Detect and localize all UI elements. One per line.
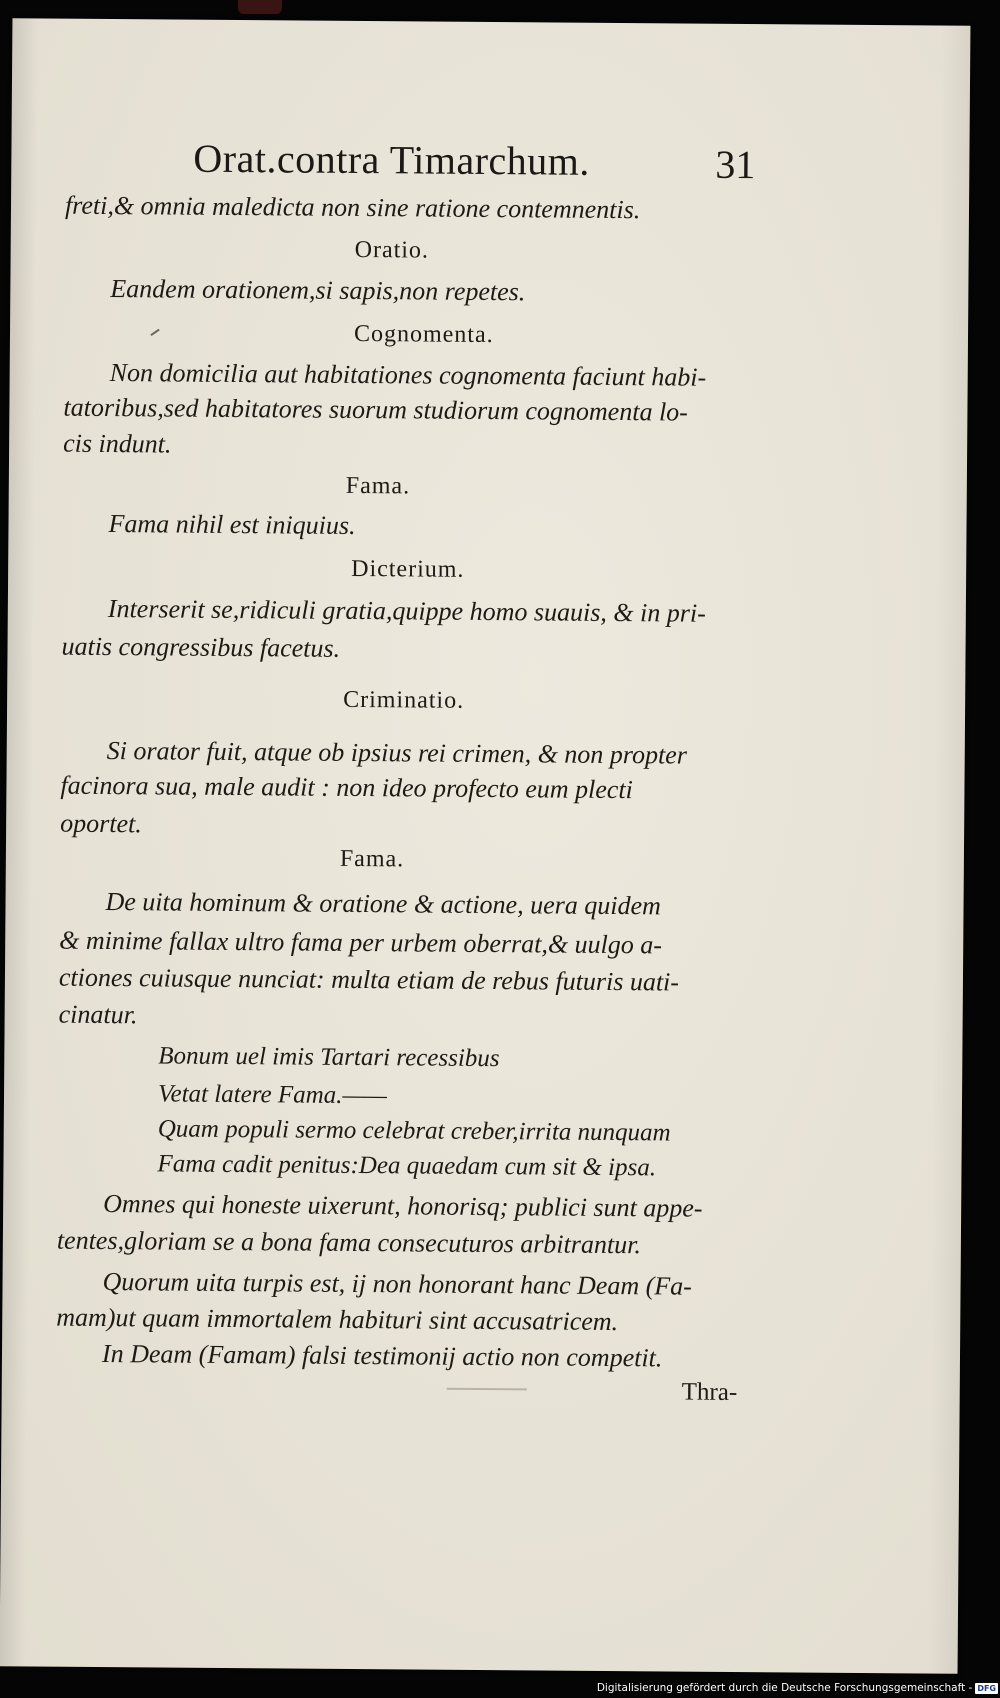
text-line: cinatur.: [58, 999, 138, 1030]
text-line: tatoribus,sed habitatores suorum studiorum cognomenta lo-: [63, 392, 689, 427]
text-line: uatis congressibus facetus.: [61, 631, 341, 663]
text-line: Non domicilia aut habitationes cognomenta faciunt habi-: [109, 358, 707, 392]
verse-line: Bonum uel imis Tartari recessibus: [158, 1042, 500, 1073]
dfg-logo-icon: DFG: [977, 1683, 996, 1693]
verse-line: Vetat latere Fama.——: [157, 1080, 388, 1110]
text-line: & minime fallax ultro fama per urbem oberrat,& uulgo a-: [59, 925, 663, 960]
catchword: Thra-: [681, 1378, 738, 1406]
text-line: Interserit se,ridiculi gratia,quippe homo suauis, & in pri-: [107, 594, 706, 628]
section-heading: Fama.: [345, 472, 411, 500]
verse-line: Fama cadit penitus:Dea quaedam cum sit & ipsa.: [157, 1150, 657, 1182]
digitization-credit: [597, 1682, 998, 1694]
text-line: facinora sua, male audit : non ideo profecto eum plecti: [60, 770, 633, 805]
section-heading: Dicterium.: [351, 555, 465, 583]
running-head: Orat.contra Timarchum.: [193, 135, 591, 184]
text-line: cis indunt.: [63, 428, 172, 459]
smudge-line: [447, 1388, 527, 1391]
text-line: tentes,gloriam se a bona fama consecuturos arbitrantur.: [56, 1225, 642, 1260]
page-edge-mark: [238, 0, 282, 14]
text-line: ctiones cuiusque nunciat: multa etiam de rebus futuris uati-: [58, 962, 680, 997]
text-line: mam)ut quam immortalem habituri sint accusatricem.: [56, 1302, 619, 1337]
section-heading: Cognomenta.: [353, 320, 494, 349]
text-line: Omnes qui honeste uixerunt, honorisq; publici sunt appe-: [103, 1189, 703, 1223]
text-line: In Deam (Famam) falsi testimonij actio non competit.: [101, 1339, 663, 1373]
text-line: Fama nihil est iniquius.: [108, 509, 356, 540]
text-line: Quorum uita turpis est, ij non honorant hanc Deam (Fa-: [102, 1267, 692, 1301]
section-heading: Criminatio.: [343, 686, 465, 714]
text-line: oportet.: [60, 808, 142, 839]
credit-text: Digitalisierung gefördert durch die Deutsche Forschungsgemeinschaft -: [596, 1682, 973, 1694]
stray-ink-mark: [150, 329, 159, 336]
section-heading: Fama.: [339, 845, 405, 873]
text-line: Eandem orationem,si sapis,non repetes.: [110, 274, 526, 307]
verse-line: Quam populi sermo celebrat creber,irrita nunquam: [157, 1115, 671, 1147]
text-line: Si orator fuit, atque ob ipsius rei crimen, & non propter: [106, 736, 688, 770]
page-number: 31: [715, 141, 756, 188]
book-page: [0, 18, 970, 1673]
text-line: De uita hominum & oratione & actione, uera quidem: [105, 887, 661, 921]
text-line: freti,& omnia maledicta non sine ratione contemnentis.: [64, 190, 641, 225]
section-heading: Oratio.: [354, 236, 430, 264]
